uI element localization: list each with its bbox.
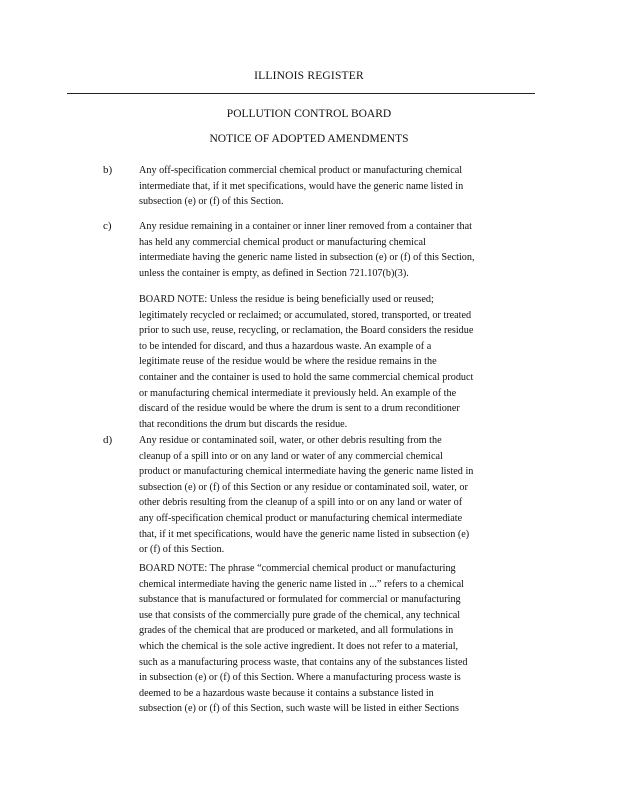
text-line: or (f) of this Section. <box>139 544 225 556</box>
subsection-d-letter: d) <box>103 434 113 446</box>
subsection-c-text <box>139 219 539 281</box>
text-line: that reconditions the drum but discards the residue. <box>139 418 348 430</box>
text-line: container and the container is used to hold the same commercial chemical product <box>139 371 474 383</box>
text-line: subsection (e) or (f) of this Section or any residue or contaminated soil, water, or <box>139 481 468 493</box>
text-line: BOARD NOTE: The phrase “commercial chemical product or manufacturing <box>139 563 456 574</box>
text-line: such as a manufacturing process waste, that contains any of the substances listed <box>139 656 468 668</box>
text-line: unless the container is empty, as defined in Section 721.107(b)(3). <box>139 267 409 279</box>
text-line: or manufacturing chemical intermediate it previously held. An example of the <box>139 387 457 399</box>
text-line: subsection (e) or (f) of this Section, such waste will be listed in either Sections <box>139 703 459 715</box>
subsection-b-text <box>139 163 539 210</box>
text-line: substance that is manufactured or formulated for commercial or manufacturing <box>139 594 461 606</box>
subsection-d-board-note <box>139 561 539 717</box>
subsection-c-letter: c) <box>103 220 112 232</box>
subsection-c-board-note <box>139 292 539 432</box>
text-line: use that consists of the commercially pure grade of the chemical, any technical <box>139 609 461 621</box>
text-line: grades of the chemical that are produced or marketed, and all formulations in <box>139 625 454 637</box>
text-line: Any residue or contaminated soil, water, or other debris resulting from the <box>139 435 442 446</box>
text-line: Any residue remaining in a container or inner liner removed from a container that <box>139 221 472 232</box>
text-line: in subsection (e) or (f) of this Section. Where a manufacturing process waste is <box>139 672 461 684</box>
text-line: subsection (e) or (f) of this Section. <box>139 196 284 208</box>
text-line: product or manufacturing chemical intermediate having the generic name listed in <box>139 466 474 478</box>
text-line: legitimate reuse of the residue would be where the residue remains in the <box>139 356 437 368</box>
text-line: has held any commercial chemical product or manufacturing chemical <box>139 236 426 248</box>
subsection-d-text <box>139 433 539 558</box>
text-line: intermediate having the generic name listed in subsection (e) or (f) of this Section, <box>139 252 475 264</box>
header-rule <box>67 93 535 94</box>
text-line: intermediate that, if it met specifications, would have the generic name listed in <box>139 180 464 192</box>
text-line: deemed to be a hazardous waste because it contains a substance listed in <box>139 687 434 699</box>
text-line: BOARD NOTE: Unless the residue is being beneficially used or reused; <box>139 294 434 305</box>
board-title: POLLUTION CONTROL BOARD <box>226 108 392 120</box>
subsection-b-letter: b) <box>103 164 113 176</box>
text-line: any off-specification chemical product or manufacturing chemical intermediate <box>139 512 463 524</box>
text-line: other debris resulting from the cleanup of a spill into or on any land or water of <box>139 497 463 509</box>
text-line: chemical intermediate having the generic name listed in ...” refers to a chemical <box>139 578 465 590</box>
text-line: discard of the residue would be where the drum is sent to a drum reconditioner <box>139 403 460 415</box>
text-line: to be intended for discard, and thus a hazardous waste. An example of a <box>139 340 432 352</box>
text-line: cleanup of a spill into or on any land or water of any commercial chemical <box>139 450 443 462</box>
text-line: which the chemical is the sole active ingredient. It does not refer to a material, <box>139 640 459 652</box>
register-title: ILLINOIS REGISTER <box>254 70 364 82</box>
notice-title: NOTICE OF ADOPTED AMENDMENTS <box>209 133 409 145</box>
text-line: legitimately recycled or reclaimed; or accumulated, stored, transported, or treated <box>139 309 472 321</box>
text-line: that, if it met specifications, would have the generic name listed in subsection (e) <box>139 528 470 540</box>
text-line: Any off-specification commercial chemical product or manufacturing chemical <box>139 165 463 176</box>
text-line: prior to such use, reuse, recycling, or reclamation, the Board considers the residue <box>139 325 474 337</box>
